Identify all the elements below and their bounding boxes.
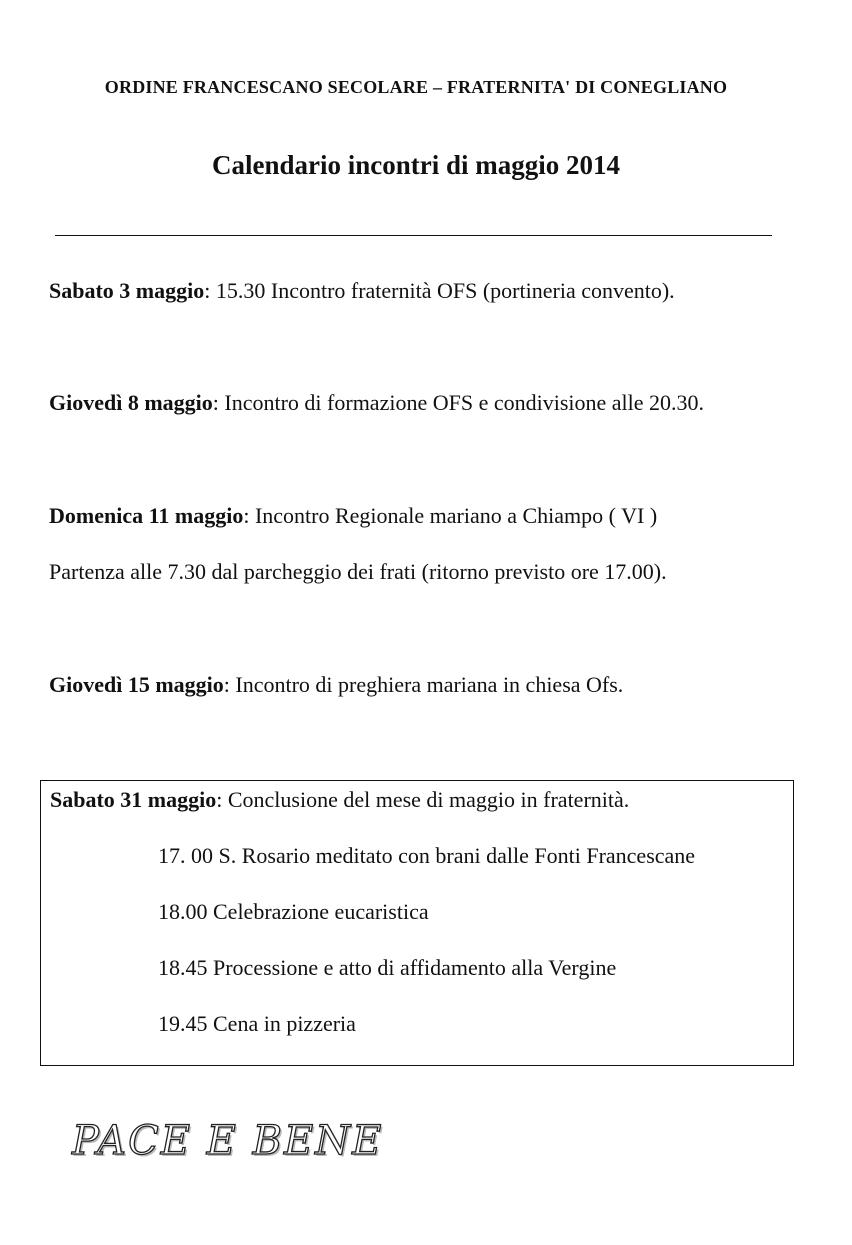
entry-text: : Incontro di preghiera mariana in chiesa Ofs. xyxy=(223,672,624,697)
boxed-entry-heading xyxy=(50,787,629,813)
entry-text: : Incontro Regionale mariano a Chiampo ( VI ) xyxy=(243,503,658,528)
entry-date: Giovedì 15 maggio xyxy=(49,672,224,697)
entry-sabato-3 xyxy=(49,278,675,304)
entry-date: Domenica 11 maggio xyxy=(49,503,244,528)
entry-giovedi-8 xyxy=(49,390,704,416)
schedule-item: 17. 00 S. Rosario meditato con brani dalle Fonti Francescane xyxy=(158,843,696,868)
entry-domenica-11 xyxy=(49,503,657,529)
closing-greeting: PACE E BENE xyxy=(72,1118,384,1164)
organization-header: ORDINE FRANCESCANO SECOLARE – FRATERNITA' DI CONEGLIANO xyxy=(104,77,728,97)
title-divider xyxy=(55,235,772,236)
entry-date: Giovedì 8 maggio xyxy=(49,390,213,415)
page-title: Calendario incontri di maggio 2014 xyxy=(211,150,620,180)
entry-giovedi-15 xyxy=(49,672,623,698)
entry-text: : 15.30 Incontro fraternità OFS (portineria convento). xyxy=(204,278,675,303)
entry-detail-line: Partenza alle 7.30 dal parcheggio dei frati (ritorno previsto ore 17.00). xyxy=(49,559,667,584)
entry-text: : Conclusione del mese di maggio in fraternità. xyxy=(216,787,630,812)
schedule-item: 19.45 Cena in pizzeria xyxy=(158,1011,356,1036)
schedule-item: 18.45 Processione e atto di affidamento alla Vergine xyxy=(158,955,617,980)
boxed-entry-sabato-31 xyxy=(40,780,794,1066)
entry-date: Sabato 31 maggio xyxy=(50,787,217,812)
schedule-item: 18.00 Celebrazione eucaristica xyxy=(158,899,429,924)
entry-date: Sabato 3 maggio xyxy=(49,278,205,303)
entry-text: : Incontro di formazione OFS e condivisione alle 20.30. xyxy=(212,390,705,415)
